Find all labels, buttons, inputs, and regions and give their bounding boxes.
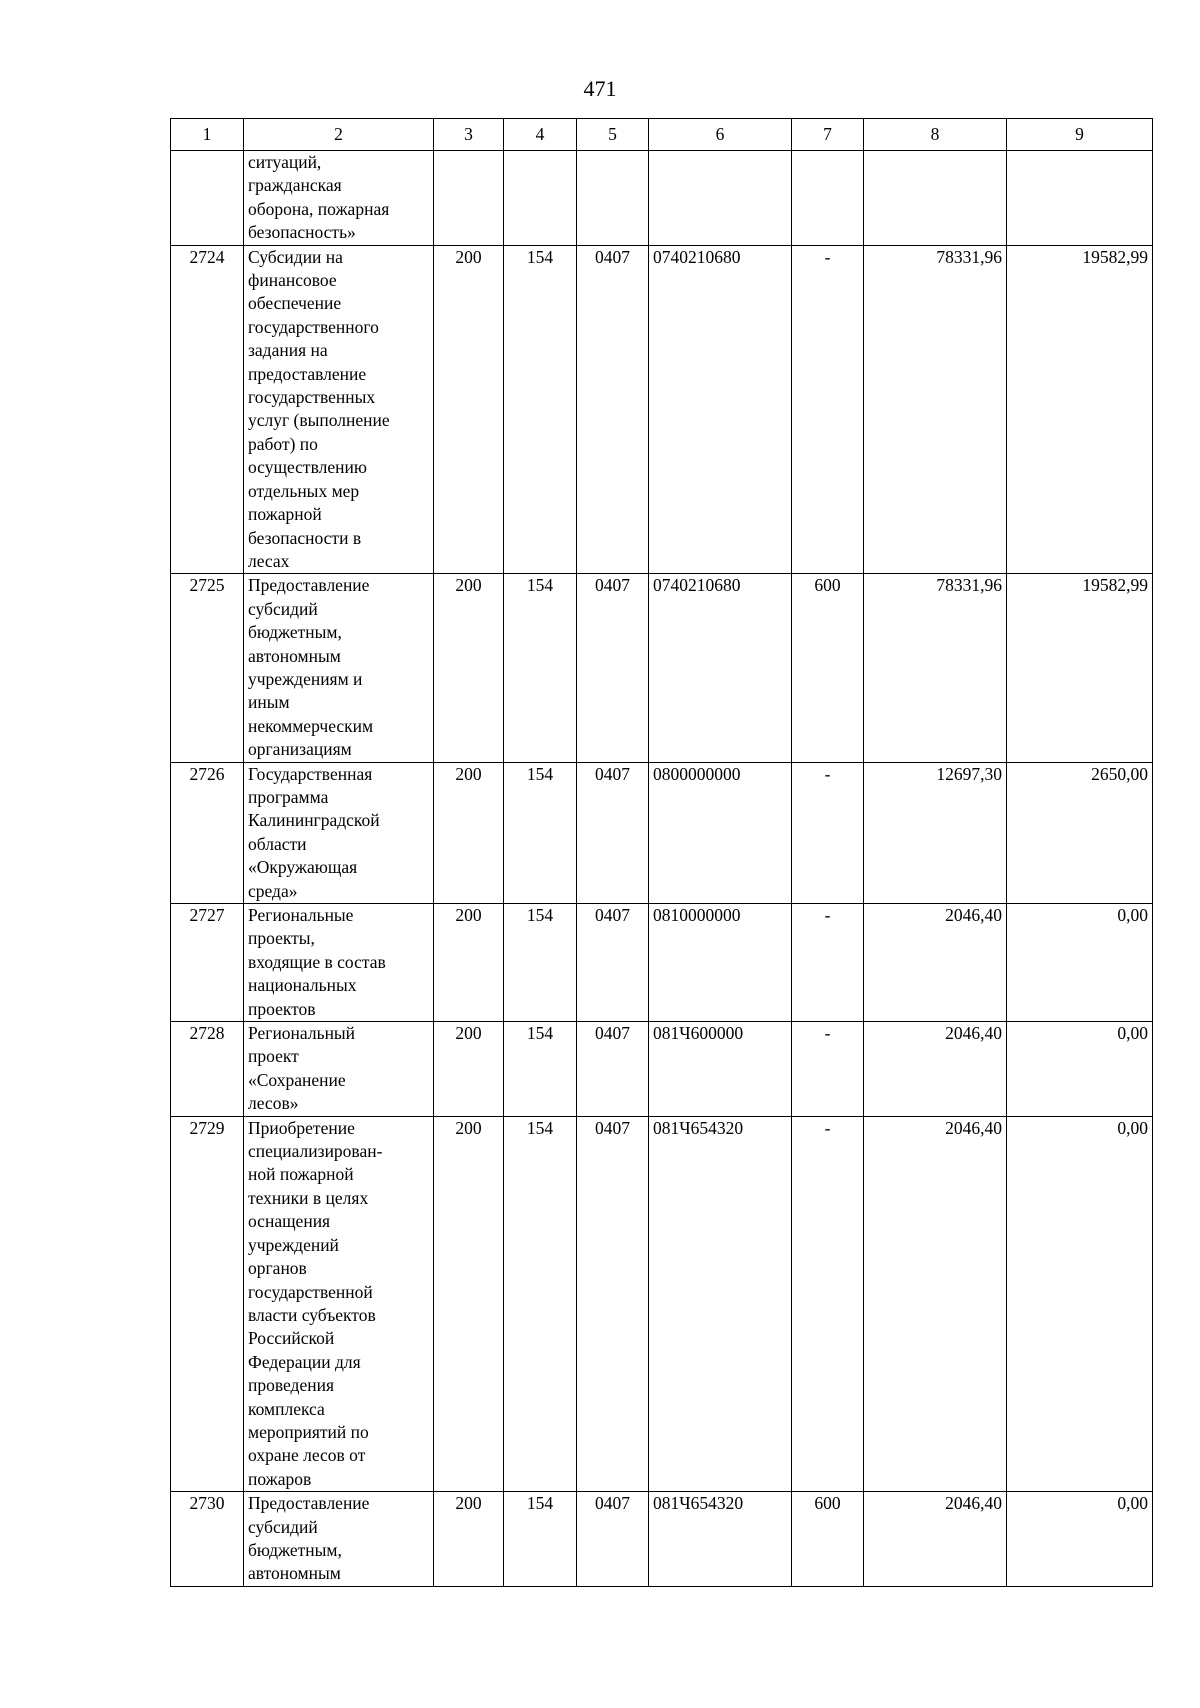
table-row — [171, 245, 1153, 574]
col-5-cell: 0407 — [577, 1492, 649, 1587]
col-7-cell: - — [792, 762, 864, 903]
item-name-line: безопасность» — [248, 222, 356, 243]
col-8-cell: 12697,30 — [864, 762, 1007, 903]
row-number-cell: 2727 — [171, 904, 244, 1022]
item-name-line: «Окружающая — [248, 857, 358, 878]
item-name-line: проекты, — [248, 928, 315, 949]
col-3-cell: 200 — [434, 1492, 504, 1587]
col-5-cell: 0407 — [577, 245, 649, 574]
col-3-cell: 200 — [434, 762, 504, 903]
item-name-line: Региональные — [248, 905, 354, 925]
item-name-line: финансовое — [248, 270, 337, 291]
item-name-line: субсидий — [248, 1516, 318, 1537]
col-6-cell: 0800000000 — [649, 762, 792, 903]
item-name-cell — [244, 762, 434, 903]
table-row — [171, 574, 1153, 762]
item-name-line: отдельных мер — [248, 480, 360, 501]
col-9-cell: 19582,99 — [1007, 245, 1153, 574]
item-name-line: пожаров — [248, 1468, 312, 1489]
item-name-line: Калининградской — [248, 810, 380, 831]
header-col-1: 1 — [171, 119, 244, 151]
col-4-cell: 154 — [504, 1492, 577, 1587]
item-name-line: обеспечение — [248, 293, 342, 314]
row-number-cell: 2730 — [171, 1492, 244, 1587]
item-name-line: проведения — [248, 1375, 335, 1396]
item-name-line: лесов» — [248, 1093, 299, 1114]
item-name-line: органов — [248, 1258, 307, 1279]
header-col-7: 7 — [792, 119, 864, 151]
header-col-4: 4 — [504, 119, 577, 151]
row-number-cell: 2728 — [171, 1022, 244, 1117]
item-name-line: государственной — [248, 1281, 373, 1302]
item-name-cell — [244, 1022, 434, 1117]
col-7-cell: - — [792, 1116, 864, 1492]
header-col-9: 9 — [1007, 119, 1153, 151]
item-name-cell — [244, 1116, 434, 1492]
col-3-cell — [434, 151, 504, 246]
item-name-line: области — [248, 833, 307, 854]
page-number: 471 — [583, 76, 617, 101]
item-name-line: национальных — [248, 975, 357, 996]
col-3-cell: 200 — [434, 245, 504, 574]
item-name-line: услуг (выполнение — [248, 410, 390, 431]
col-7-cell: - — [792, 904, 864, 1022]
col-7-cell: 600 — [792, 574, 864, 762]
col-4-cell: 154 — [504, 762, 577, 903]
item-name-cell — [244, 151, 434, 246]
item-name-line: власти субъектов — [248, 1304, 376, 1325]
item-name-line: работ) по — [248, 433, 318, 454]
item-name-line: автономным — [248, 1563, 341, 1584]
col-7-cell — [792, 151, 864, 246]
col-5-cell: 0407 — [577, 904, 649, 1022]
col-5-cell: 0407 — [577, 1116, 649, 1492]
col-3-cell: 200 — [434, 904, 504, 1022]
col-5-cell: 0407 — [577, 1022, 649, 1117]
col-8-cell: 78331,96 — [864, 245, 1007, 574]
col-9-cell: 0,00 — [1007, 1492, 1153, 1587]
item-name-line: иным — [248, 692, 290, 713]
header-col-2: 2 — [244, 119, 434, 151]
item-name-line: осуществлению — [248, 457, 367, 478]
row-number-cell: 2726 — [171, 762, 244, 903]
item-name-line: оснащения — [248, 1211, 331, 1232]
col-4-cell: 154 — [504, 574, 577, 762]
item-name-line: мероприятий по — [248, 1421, 369, 1442]
col-5-cell: 0407 — [577, 762, 649, 903]
table-row — [171, 151, 1153, 246]
col-9-cell: 2650,00 — [1007, 762, 1153, 903]
col-9-cell: 19582,99 — [1007, 574, 1153, 762]
table-header — [171, 119, 1153, 151]
item-name-line: автономным — [248, 645, 341, 666]
item-name-line: пожарной — [248, 504, 322, 525]
col-5-cell — [577, 151, 649, 246]
item-name-line: оборона, пожарная — [248, 198, 390, 219]
col-6-cell: 0740210680 — [649, 574, 792, 762]
col-4-cell: 154 — [504, 904, 577, 1022]
item-name-line: среда» — [248, 880, 298, 901]
item-name-line: гражданская — [248, 175, 342, 196]
col-8-cell: 2046,40 — [864, 1022, 1007, 1117]
header-col-3: 3 — [434, 119, 504, 151]
item-name-line: ной пожарной — [248, 1164, 354, 1185]
col-6-cell: 0740210680 — [649, 245, 792, 574]
item-name-line: Субсидии на — [248, 246, 343, 267]
item-name-line: Приобретение — [248, 1117, 355, 1138]
item-name-cell — [244, 245, 434, 574]
item-name-line: безопасности в — [248, 527, 362, 548]
table-body — [171, 151, 1153, 1587]
row-number-cell — [171, 151, 244, 246]
table-row — [171, 1116, 1153, 1492]
row-number-cell: 2724 — [171, 245, 244, 574]
item-name-line: Региональный — [248, 1023, 356, 1044]
col-8-cell: 78331,96 — [864, 574, 1007, 762]
item-name-line: Государственная — [248, 763, 373, 784]
col-8-cell — [864, 151, 1007, 246]
table-row — [171, 1492, 1153, 1587]
col-9-cell — [1007, 151, 1153, 246]
item-name-line: задания на — [248, 340, 328, 361]
item-name-line: бюджетным, — [248, 1539, 342, 1560]
col-9-cell: 0,00 — [1007, 1022, 1153, 1117]
col-4-cell: 154 — [504, 245, 577, 574]
col-6-cell: 081Ч654320 — [649, 1492, 792, 1587]
item-name-line: охране лесов от — [248, 1445, 366, 1466]
col-7-cell: 600 — [792, 1492, 864, 1587]
item-name-line: специализирован- — [248, 1141, 383, 1162]
item-name-line: входящие в состав — [248, 951, 386, 972]
item-name-line: бюджетным, — [248, 622, 342, 643]
col-8-cell: 2046,40 — [864, 1116, 1007, 1492]
item-name-line: проект — [248, 1046, 299, 1067]
item-name-cell — [244, 574, 434, 762]
col-3-cell: 200 — [434, 1022, 504, 1117]
item-name-cell — [244, 1492, 434, 1587]
table-row — [171, 904, 1153, 1022]
item-name-line: государственных — [248, 387, 376, 408]
col-9-cell: 0,00 — [1007, 1116, 1153, 1492]
item-name-line: проектов — [248, 998, 316, 1019]
item-name-line: учреждений — [248, 1234, 339, 1255]
item-name-line: субсидий — [248, 598, 318, 619]
header-col-5: 5 — [577, 119, 649, 151]
row-number-cell: 2725 — [171, 574, 244, 762]
col-4-cell — [504, 151, 577, 246]
col-6-cell: 0810000000 — [649, 904, 792, 1022]
item-name-line: комплекса — [248, 1398, 325, 1419]
col-9-cell: 0,00 — [1007, 904, 1153, 1022]
item-name-line: Предоставление — [248, 1493, 370, 1514]
header-row — [171, 119, 1153, 151]
item-name-line: государственного — [248, 316, 379, 337]
col-4-cell: 154 — [504, 1116, 577, 1492]
col-3-cell: 200 — [434, 1116, 504, 1492]
col-7-cell: - — [792, 1022, 864, 1117]
col-8-cell: 2046,40 — [864, 1492, 1007, 1587]
item-name-line: некоммерческим — [248, 715, 374, 736]
header-col-8: 8 — [864, 119, 1007, 151]
col-6-cell — [649, 151, 792, 246]
col-5-cell: 0407 — [577, 574, 649, 762]
col-7-cell: - — [792, 245, 864, 574]
table-row — [171, 762, 1153, 903]
item-name-line: лесах — [248, 550, 290, 571]
row-number-cell: 2729 — [171, 1116, 244, 1492]
item-name-line: организациям — [248, 739, 352, 760]
col-3-cell: 200 — [434, 574, 504, 762]
col-6-cell: 081Ч600000 — [649, 1022, 792, 1117]
item-name-line: программа — [248, 786, 329, 807]
item-name-line: техники в целях — [248, 1187, 369, 1208]
item-name-line: учреждениям и — [248, 668, 363, 689]
item-name-line: Федерации для — [248, 1351, 361, 1372]
item-name-line: ситуаций, — [248, 152, 322, 172]
col-8-cell: 2046,40 — [864, 904, 1007, 1022]
item-name-line: «Сохранение — [248, 1069, 346, 1090]
item-name-line: предоставление — [248, 363, 367, 384]
col-6-cell: 081Ч654320 — [649, 1116, 792, 1492]
col-4-cell: 154 — [504, 1022, 577, 1117]
table-row — [171, 1022, 1153, 1117]
item-name-cell — [244, 904, 434, 1022]
item-name-line: Российской — [248, 1328, 335, 1349]
header-col-6: 6 — [649, 119, 792, 151]
budget-table — [170, 118, 1153, 1587]
item-name-line: Предоставление — [248, 575, 370, 596]
